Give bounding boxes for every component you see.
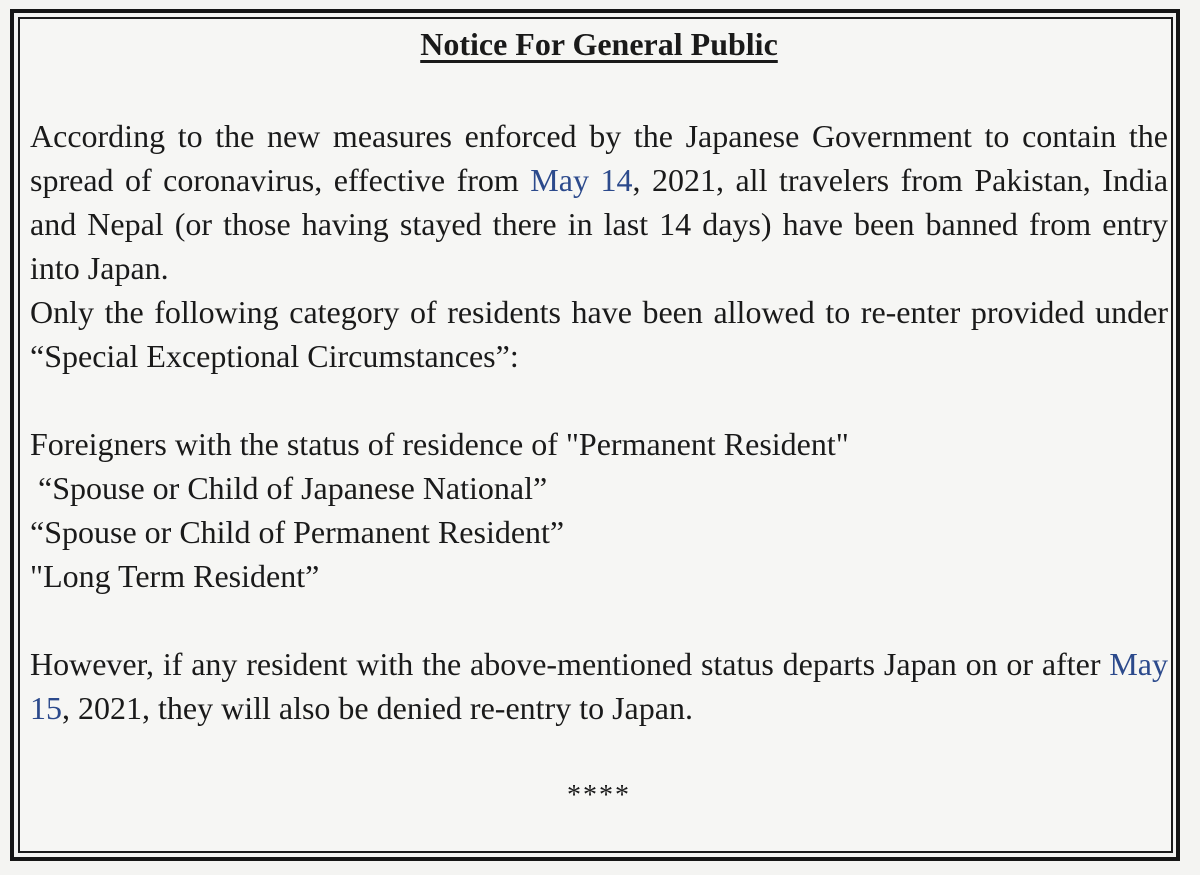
- date-may-14: May 14: [530, 162, 633, 198]
- date-may-15: May 15: [30, 646, 1168, 726]
- spacer: [30, 598, 1168, 642]
- paragraph-exceptions: Only the following category of residents have been allowed to re-enter provided under “Special Exceptional Circumstances”:: [30, 294, 1168, 374]
- category-spouse-japanese: “Spouse or Child of Japanese National”: [30, 470, 548, 506]
- paragraph-reentry: However, if any resident with the above-mentioned status departs Japan on or after May 15, 2021, they will also be denied re-entry to Japan.: [30, 646, 1168, 726]
- footer-stars: ****: [567, 780, 631, 811]
- spacer: [30, 378, 1168, 422]
- category-permanent-resident: Foreigners with the status of residence of "Permanent Resident": [30, 426, 849, 462]
- notice-content: [30, 22, 1168, 818]
- category-long-term: "Long Term Resident”: [30, 558, 320, 594]
- category-spouse-permanent: “Spouse or Child of Permanent Resident”: [30, 514, 565, 550]
- paragraph-measures: According to the new measures enforced by the Japanese Government to contain the spread of coronavirus, effective from May 14, 2021, all travelers from Pakistan, India and Nepal (or those having stayed there in last 14 days) have been banned from entry into Japan.: [30, 118, 1169, 286]
- notice-title: Notice For General Public: [420, 26, 778, 62]
